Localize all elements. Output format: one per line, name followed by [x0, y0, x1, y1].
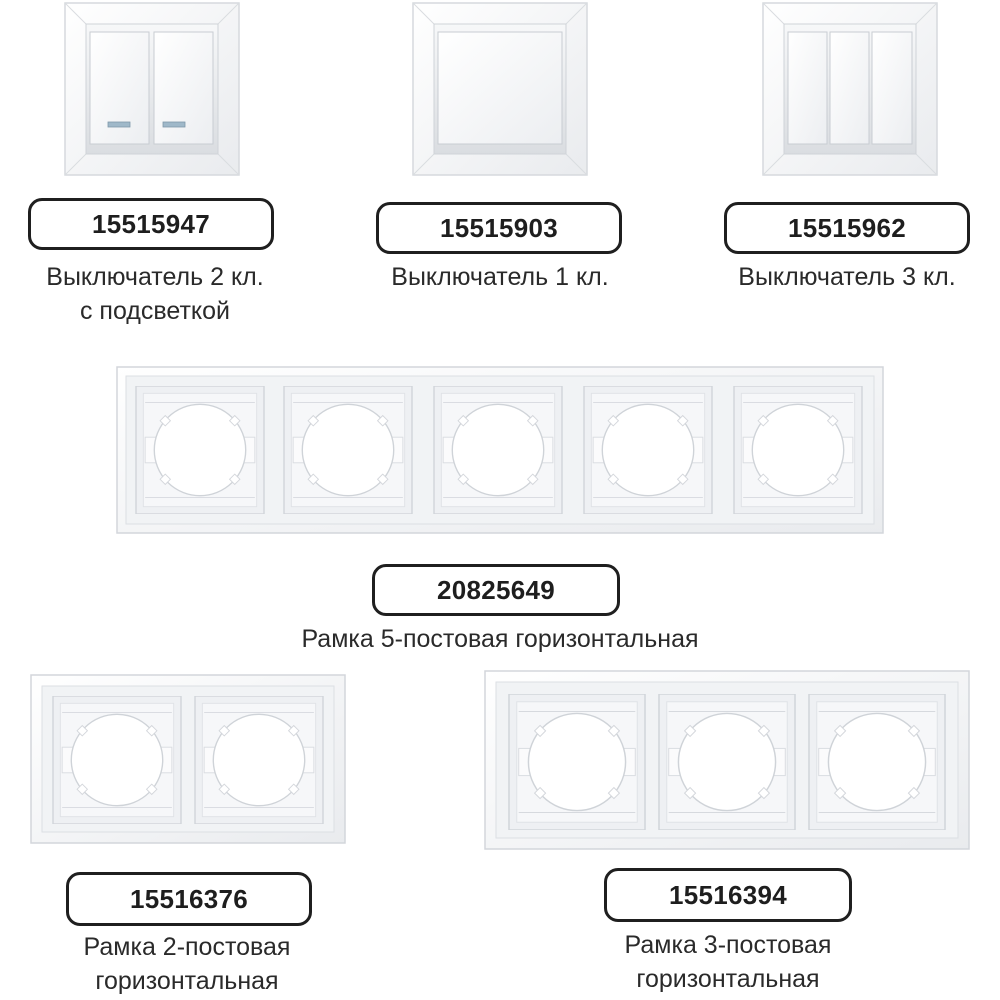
frame-3-gang-image	[484, 670, 970, 850]
product-caption	[692, 260, 1000, 294]
switch-3-key-image	[762, 2, 938, 176]
product-caption	[32, 930, 342, 998]
frame-5-gang-image	[116, 366, 884, 534]
product-caption	[570, 928, 886, 996]
caption-line: Рамка 2-постовая	[83, 933, 291, 961]
caption-line: Выключатель 2 кл.	[46, 263, 264, 291]
product-code-badge: 15515962	[724, 202, 970, 254]
product-caption	[0, 260, 310, 328]
caption-line: горизонтальная	[95, 967, 279, 995]
product-code-badge: 15515903	[376, 202, 622, 254]
frame-2-gang-image	[30, 674, 346, 844]
caption-line: Выключатель 3 кл.	[738, 263, 956, 291]
switch-2-key-backlit-image	[64, 2, 240, 176]
caption-line: Рамка 5-постовая горизонтальная	[301, 625, 699, 653]
product-code-badge: 15516394	[604, 868, 852, 922]
product-code-badge: 20825649	[372, 564, 620, 616]
switch-1-key-image	[412, 2, 588, 176]
caption-line: Рамка 3-постовая	[624, 931, 832, 959]
product-caption	[345, 260, 655, 294]
caption-line: горизонтальная	[636, 965, 820, 993]
product-caption	[250, 622, 750, 656]
product-code-badge: 15516376	[66, 872, 312, 926]
caption-line: с подсветкой	[79, 297, 231, 325]
product-code-badge: 15515947	[28, 198, 274, 250]
caption-line: Выключатель 1 кл.	[391, 263, 609, 291]
